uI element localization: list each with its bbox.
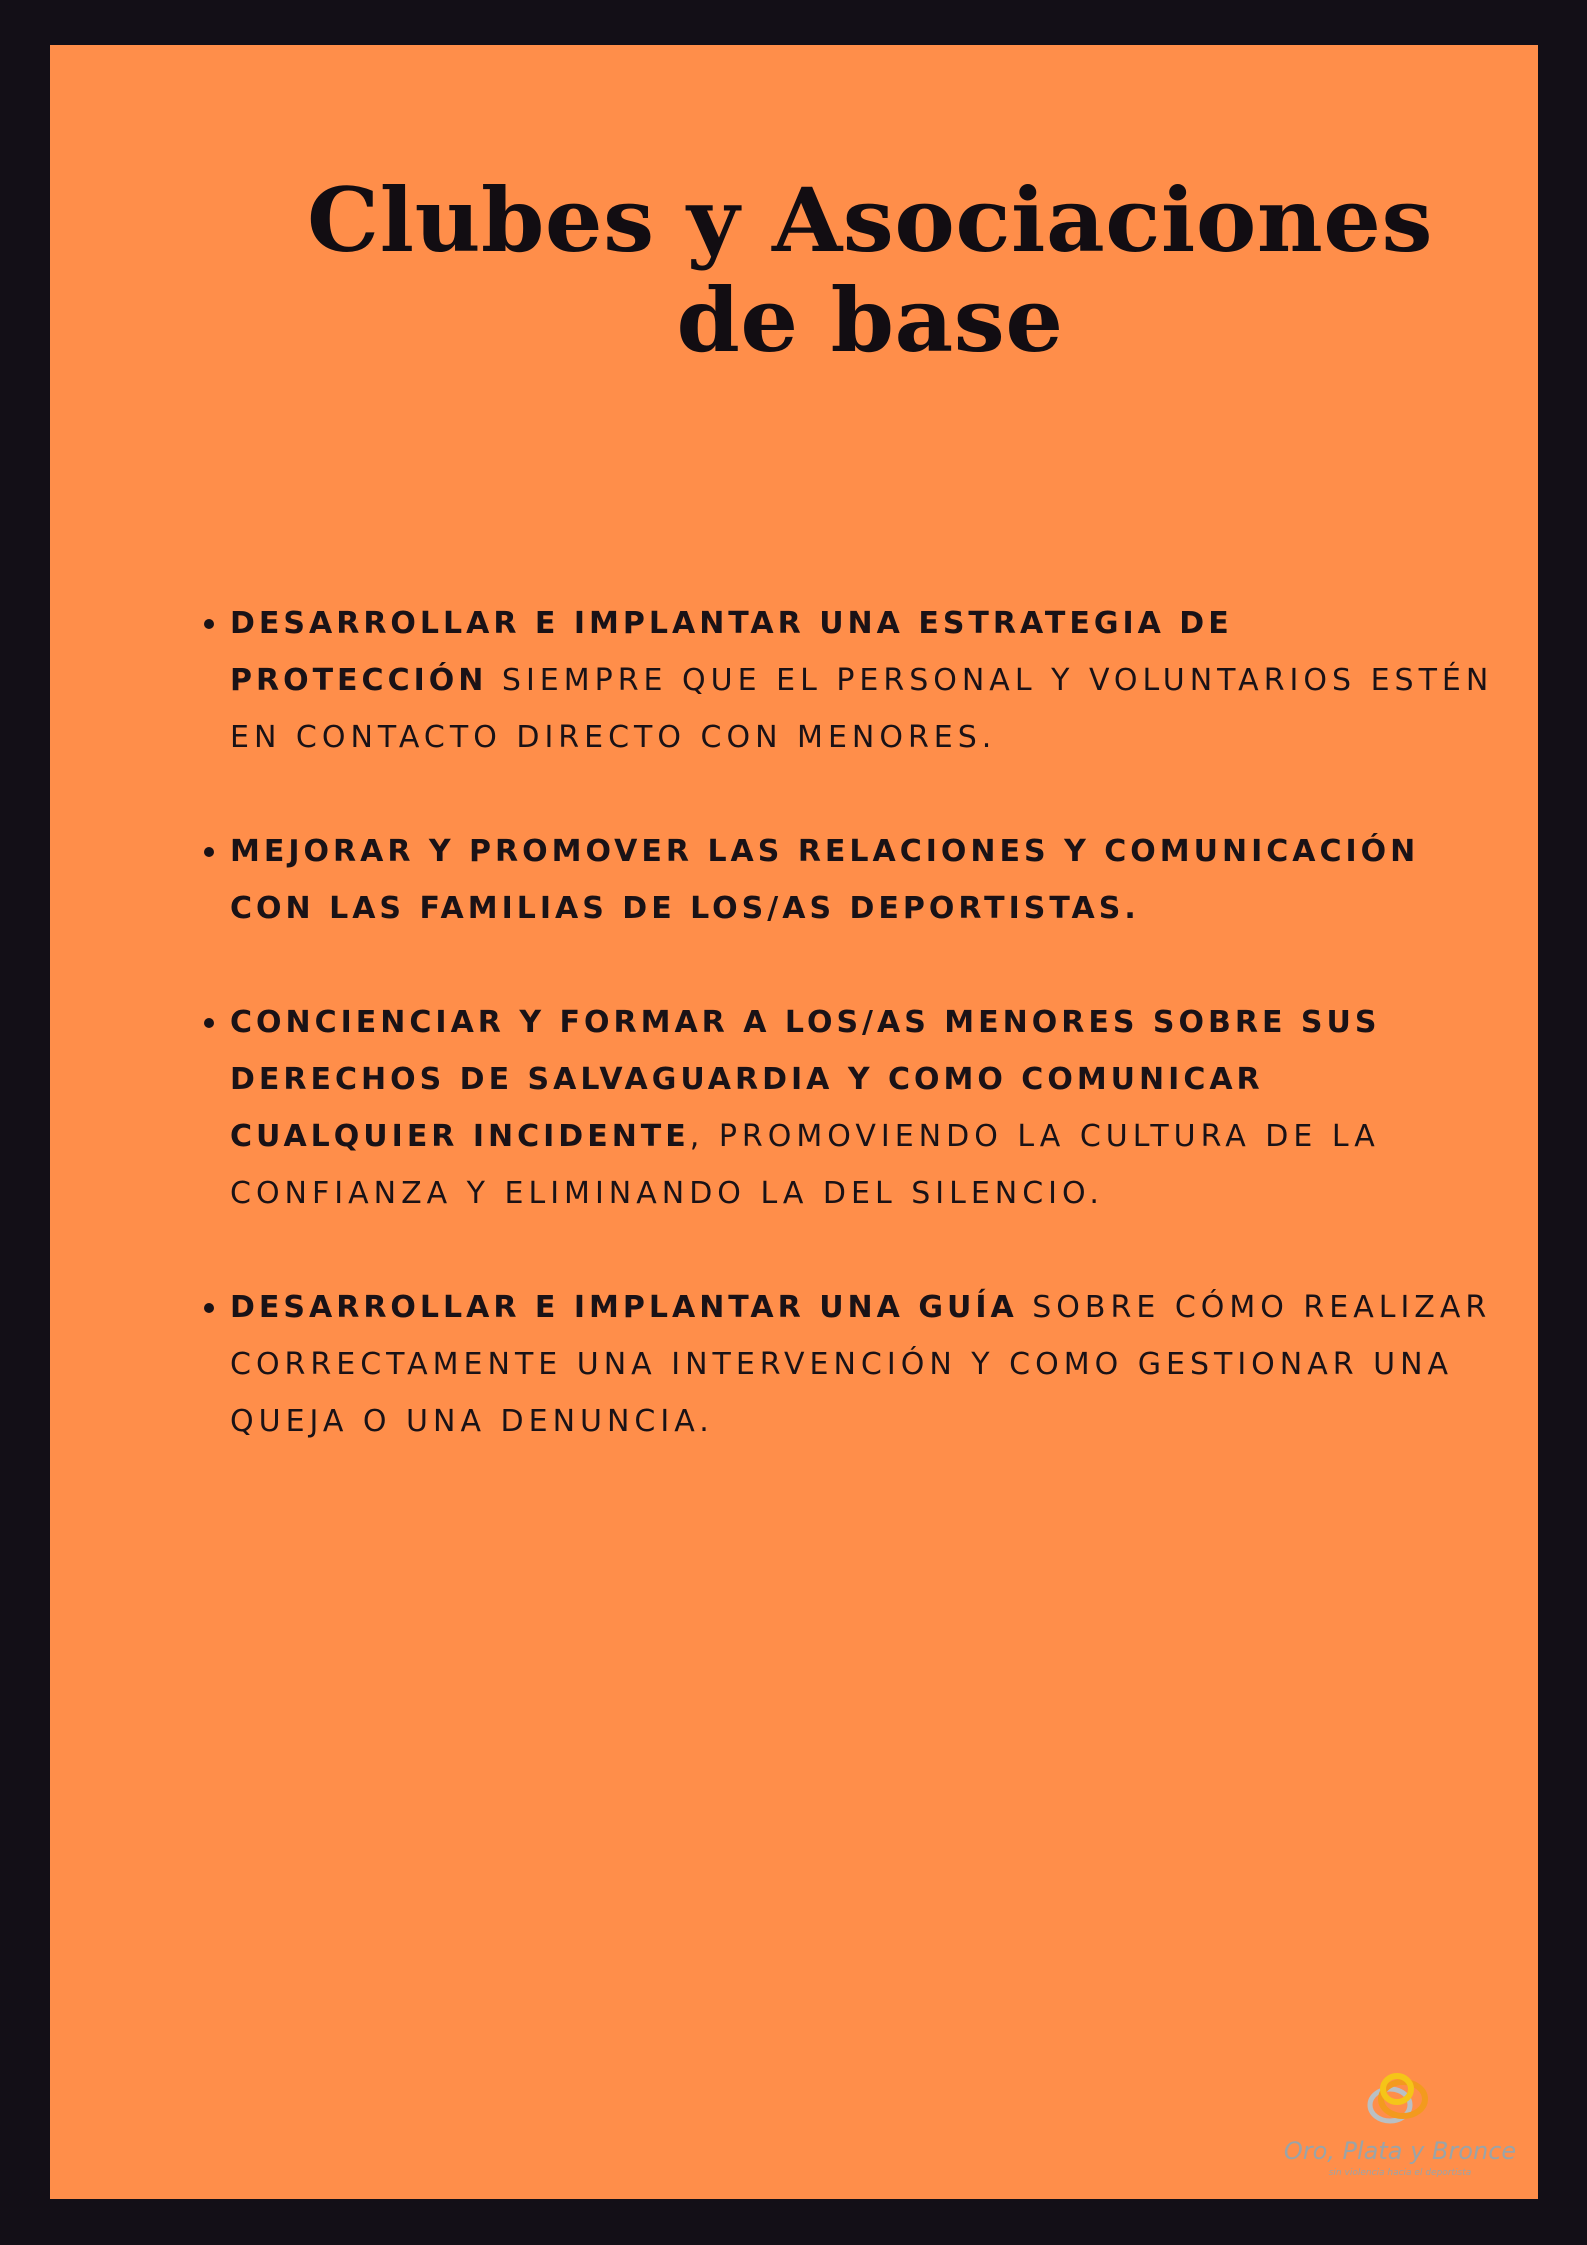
bullet-4-bold: DESARROLLAR E IMPLANTAR UNA GUÍA bbox=[230, 1290, 1018, 1325]
title-line-1: Clubes y Asociaciones bbox=[307, 168, 1433, 272]
brand-logo bbox=[1255, 2065, 1538, 2185]
bullet-item-2 bbox=[230, 823, 1500, 937]
page-title bbox=[50, 170, 1538, 370]
logo-name: Oro, Plata y Bronce bbox=[1283, 2137, 1517, 2165]
bullet-list bbox=[230, 595, 1500, 1507]
bullet-1-bold: DESARROLLAR E IMPLANTAR UNA ESTRATEGIA DE PROTECCIÓN bbox=[230, 606, 1233, 698]
bullet-3-text: , PROMOVIENDO LA CULTURA DE LA CONFIANZA Y ELIMINANDO LA DEL SILENCIO. bbox=[230, 1119, 1380, 1211]
logo-tagline: sin violencia hacia el deportista bbox=[1328, 2168, 1472, 2178]
medal-rings-icon bbox=[1255, 2065, 1538, 2135]
bullet-item-1 bbox=[230, 595, 1500, 766]
bullet-item-4 bbox=[230, 1279, 1500, 1450]
poster-panel bbox=[50, 45, 1538, 2199]
title-line-2: de base bbox=[676, 268, 1064, 372]
bullet-2-bold: MEJORAR Y PROMOVER LAS RELACIONES Y COMUNICACIÓN CON LAS FAMILIAS DE LOS/AS DEPORTISTAS. bbox=[230, 834, 1420, 926]
bullet-4-text: SOBRE CÓMO REALIZAR CORRECTAMENTE UNA INTERVENCIÓN Y COMO GESTIONAR UNA QUEJA O UNA DENUNCIA. bbox=[230, 1290, 1492, 1439]
bullet-item-3 bbox=[230, 994, 1500, 1222]
bullet-1-text: SIEMPRE QUE EL PERSONAL Y VOLUNTARIOS ESTÉN EN CONTACTO DIRECTO CON MENORES. bbox=[230, 663, 1494, 755]
bullet-3-bold: CONCIENCIAR Y FORMAR A LOS/AS MENORES SOBRE SUS DERECHOS DE SALVAGUARDIA Y COMO COMUNICAR CUALQUIER INCIDENTE bbox=[230, 1005, 1381, 1154]
